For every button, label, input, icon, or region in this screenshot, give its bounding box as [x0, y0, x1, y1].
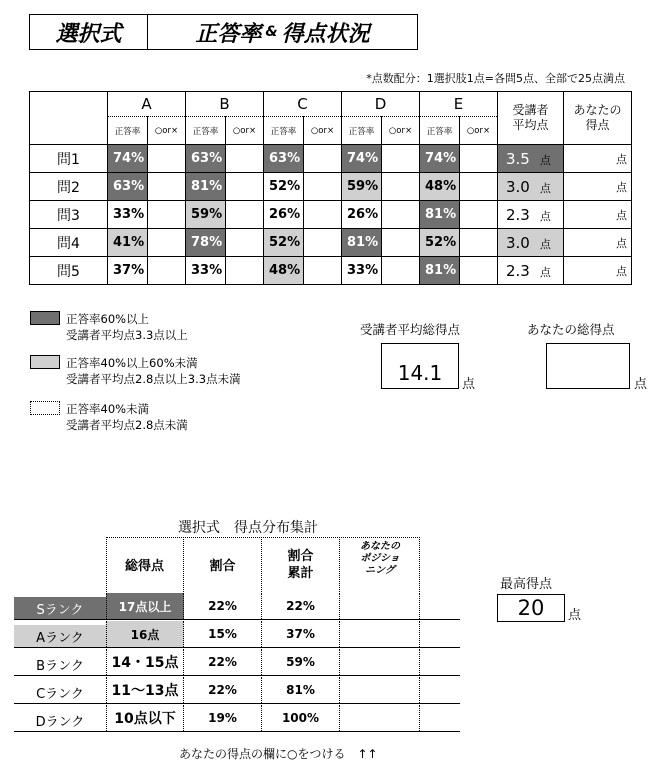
- answer-rate-table: [29, 91, 632, 285]
- col-header-D: D: [342, 92, 420, 117]
- avg-value: 3.0: [506, 177, 530, 196]
- cum-ratio-cell: 81%: [262, 677, 340, 703]
- avg-value: 2.3: [506, 261, 530, 280]
- position-mark-cell[interactable]: [340, 593, 420, 619]
- your-score-cell[interactable]: [564, 201, 632, 229]
- rate-cell: 33%: [186, 257, 226, 285]
- dist-header-ratio: 割合: [184, 537, 262, 592]
- sub-ox-header: ○or×: [382, 117, 420, 145]
- question-label: 問4: [30, 229, 108, 257]
- ox-input-cell[interactable]: [460, 229, 498, 257]
- dist-header-pos-b: ポジショ: [360, 553, 400, 564]
- ox-input-cell[interactable]: [226, 145, 264, 173]
- your-score-cell[interactable]: [564, 145, 632, 173]
- ox-input-cell[interactable]: [460, 145, 498, 173]
- sub-rate-header: 正答率: [108, 117, 148, 145]
- rate-cell: 81%: [186, 173, 226, 201]
- sub-ox-header: ○or×: [304, 117, 342, 145]
- question-label: 問5: [30, 257, 108, 285]
- col-header-E: E: [420, 92, 498, 117]
- avg-cell: [498, 173, 564, 201]
- your-total-box[interactable]: [546, 343, 630, 389]
- avg-cell: [498, 257, 564, 285]
- avg-cell: [498, 145, 564, 173]
- avg-cell: [498, 229, 564, 257]
- title-part2a: 正答率: [195, 21, 262, 47]
- avg-total-label: 受講者平均総得点: [360, 322, 461, 337]
- table-row: [30, 229, 632, 257]
- legend-swatch-light: [30, 401, 60, 415]
- ox-input-cell[interactable]: [304, 257, 342, 285]
- rate-cell: 81%: [420, 257, 460, 285]
- rate-cell: 81%: [342, 229, 382, 257]
- legend-line2: 受講者平均点3.3点以上: [66, 328, 188, 342]
- your-score-cell[interactable]: [564, 173, 632, 201]
- dist-header-position: [340, 541, 420, 592]
- ox-input-cell[interactable]: [304, 145, 342, 173]
- dist-header-pos-c: ニング: [365, 565, 395, 576]
- best-label: 最高得点: [500, 577, 553, 592]
- legend-line1: 正答率40%未満: [66, 402, 150, 416]
- rate-cell: 52%: [264, 173, 304, 201]
- ox-input-cell[interactable]: [226, 201, 264, 229]
- your-score-unit: 点: [616, 208, 627, 222]
- avg-header-1: 受講者: [512, 103, 549, 117]
- rate-cell: 48%: [420, 173, 460, 201]
- avg-total-value: 14.1: [397, 361, 443, 385]
- title-amp: &: [265, 24, 278, 40]
- title-part2: [148, 15, 417, 49]
- avg-cell: [498, 201, 564, 229]
- legend-item: [30, 355, 241, 401]
- ox-input-cell[interactable]: [382, 229, 420, 257]
- dist-footnote: あなたの得点の欄に○をつける ↑↑: [179, 747, 378, 761]
- col-header-C: C: [264, 92, 342, 117]
- sub-rate-header: 正答率: [420, 117, 460, 145]
- rate-cell: 59%: [342, 173, 382, 201]
- rank-label: Bランク: [36, 658, 84, 674]
- ox-input-cell[interactable]: [148, 229, 186, 257]
- question-label: 問2: [30, 173, 108, 201]
- corner-cell: [30, 92, 108, 145]
- rate-cell: 26%: [264, 201, 304, 229]
- you-header: [564, 92, 632, 145]
- ox-input-cell[interactable]: [460, 201, 498, 229]
- rank-label: Sランク: [14, 597, 106, 619]
- table-row: [30, 173, 632, 201]
- legend-line1: 正答率40%以上60%未満: [66, 356, 198, 370]
- rate-cell: 74%: [108, 145, 148, 173]
- rate-cell: 63%: [108, 173, 148, 201]
- avg-value: 3.5: [506, 149, 530, 168]
- position-mark-cell[interactable]: [340, 649, 420, 675]
- legend-swatch-dark: [30, 311, 60, 325]
- sub-ox-header: ○or×: [460, 117, 498, 145]
- sub-rate-header: 正答率: [186, 117, 226, 145]
- dist-table: [14, 537, 420, 737]
- ox-input-cell[interactable]: [382, 173, 420, 201]
- ox-input-cell[interactable]: [226, 229, 264, 257]
- table-row: [30, 145, 632, 173]
- score-range: 11～13点: [106, 677, 184, 703]
- legend-line2: 受講者平均点2.8点未満: [66, 418, 188, 432]
- table-row: [30, 201, 632, 229]
- col-header-B: B: [186, 92, 264, 117]
- ratio-cell: 22%: [184, 593, 262, 619]
- rate-cell: 52%: [420, 229, 460, 257]
- best-unit: 点: [568, 608, 582, 623]
- legend-item: [30, 311, 241, 355]
- rate-cell: 37%: [108, 257, 148, 285]
- avg-unit: 点: [539, 181, 551, 195]
- your-total-unit: 点: [634, 377, 648, 392]
- best-value: 20: [517, 596, 545, 620]
- ox-input-cell[interactable]: [382, 201, 420, 229]
- ox-input-cell[interactable]: [382, 145, 420, 173]
- rate-cell: 81%: [420, 201, 460, 229]
- legend-line1: 正答率60%以上: [66, 312, 150, 326]
- dist-header-pos-a: あなたの: [360, 541, 400, 552]
- ox-input-cell[interactable]: [304, 229, 342, 257]
- dist-header-score: 総得点: [106, 537, 184, 592]
- ox-input-cell[interactable]: [304, 173, 342, 201]
- score-range: 10点以下: [106, 705, 184, 731]
- ox-input-cell[interactable]: [148, 201, 186, 229]
- score-range: 16点: [106, 621, 184, 647]
- rate-cell: 59%: [186, 201, 226, 229]
- avg-unit: 点: [539, 209, 551, 223]
- ratio-cell: 15%: [184, 621, 262, 647]
- rate-cell: 74%: [420, 145, 460, 173]
- title-part1: 選択式: [30, 15, 148, 49]
- avg-header: [498, 92, 564, 145]
- you-header-1: あなたの: [573, 103, 622, 117]
- avg-unit: 点: [539, 153, 551, 167]
- ox-input-cell[interactable]: [148, 145, 186, 173]
- sub-rate-header: 正答率: [264, 117, 304, 145]
- legend-item: [30, 401, 241, 433]
- legend-line2: 受講者平均点2.8点以上3.3点未満: [66, 372, 241, 386]
- cum-ratio-cell: 59%: [262, 649, 340, 675]
- sub-rate-header: 正答率: [342, 117, 382, 145]
- position-mark-cell[interactable]: [340, 705, 420, 731]
- ratio-cell: 19%: [184, 705, 262, 731]
- table-row: [30, 257, 632, 285]
- rate-cell: 26%: [342, 201, 382, 229]
- rank-label: Cランク: [36, 686, 84, 702]
- ox-input-cell[interactable]: [460, 257, 498, 285]
- cum-ratio-cell: 37%: [262, 621, 340, 647]
- ox-input-cell[interactable]: [148, 257, 186, 285]
- rate-cell: 41%: [108, 229, 148, 257]
- ox-input-cell[interactable]: [382, 257, 420, 285]
- title-part2b: 得点状況: [281, 21, 370, 47]
- rate-cell: 52%: [264, 229, 304, 257]
- your-score-unit: 点: [616, 264, 627, 278]
- col-header-A: A: [108, 92, 186, 117]
- rate-cell: 63%: [186, 145, 226, 173]
- ox-input-cell[interactable]: [460, 173, 498, 201]
- ratio-cell: 22%: [184, 677, 262, 703]
- ox-input-cell[interactable]: [304, 201, 342, 229]
- cum-ratio-cell: 100%: [262, 705, 340, 731]
- cum-ratio-cell: 22%: [262, 593, 340, 619]
- score-range: 17点以上: [106, 593, 184, 619]
- position-mark-cell[interactable]: [340, 677, 420, 703]
- your-score-unit: 点: [616, 180, 627, 194]
- ratio-cell: 22%: [184, 649, 262, 675]
- avg-unit: 点: [539, 237, 551, 251]
- question-label: 問3: [30, 201, 108, 229]
- your-score-unit: 点: [616, 152, 627, 166]
- question-label: 問1: [30, 145, 108, 173]
- dist-header-cum-b: 累計: [287, 565, 314, 581]
- rate-cell: 48%: [264, 257, 304, 285]
- your-total-label: あなたの総得点: [527, 322, 615, 337]
- position-mark-cell[interactable]: [340, 621, 420, 647]
- rate-cell: 63%: [264, 145, 304, 173]
- ox-input-cell[interactable]: [148, 173, 186, 201]
- your-score-cell[interactable]: [564, 257, 632, 285]
- you-header-2: 得点: [585, 118, 610, 132]
- avg-unit: 点: [539, 265, 551, 279]
- dist-header-cum: [262, 537, 340, 592]
- rate-cell: 74%: [342, 145, 382, 173]
- avg-value: 3.0: [506, 233, 530, 252]
- ox-input-cell[interactable]: [226, 173, 264, 201]
- your-score-unit: 点: [616, 236, 627, 250]
- rank-label: Dランク: [35, 714, 85, 730]
- avg-value: 2.3: [506, 205, 530, 224]
- avg-header-2: 平均点: [512, 118, 549, 132]
- sub-ox-header: ○or×: [226, 117, 264, 145]
- rate-cell: 33%: [342, 257, 382, 285]
- rank-label: Aランク: [14, 625, 106, 647]
- best-box: [497, 594, 565, 622]
- score-range: 14・15点: [106, 649, 184, 675]
- avg-total-unit: 点: [462, 377, 476, 392]
- avg-total-box: [381, 343, 459, 389]
- ox-input-cell[interactable]: [226, 257, 264, 285]
- dist-title: 選択式 得点分布集計: [178, 520, 318, 536]
- rate-cell: 33%: [108, 201, 148, 229]
- title-box: [29, 14, 418, 50]
- your-score-cell[interactable]: [564, 229, 632, 257]
- sub-ox-header: ○or×: [148, 117, 186, 145]
- rate-cell: 78%: [186, 229, 226, 257]
- dist-header-cum-a: 割合: [287, 548, 314, 564]
- scoring-note: *点数配分：1選択肢1点=各問5点、全部で25点満点: [366, 72, 625, 85]
- legend: [30, 311, 241, 433]
- legend-swatch-mid: [30, 355, 60, 369]
